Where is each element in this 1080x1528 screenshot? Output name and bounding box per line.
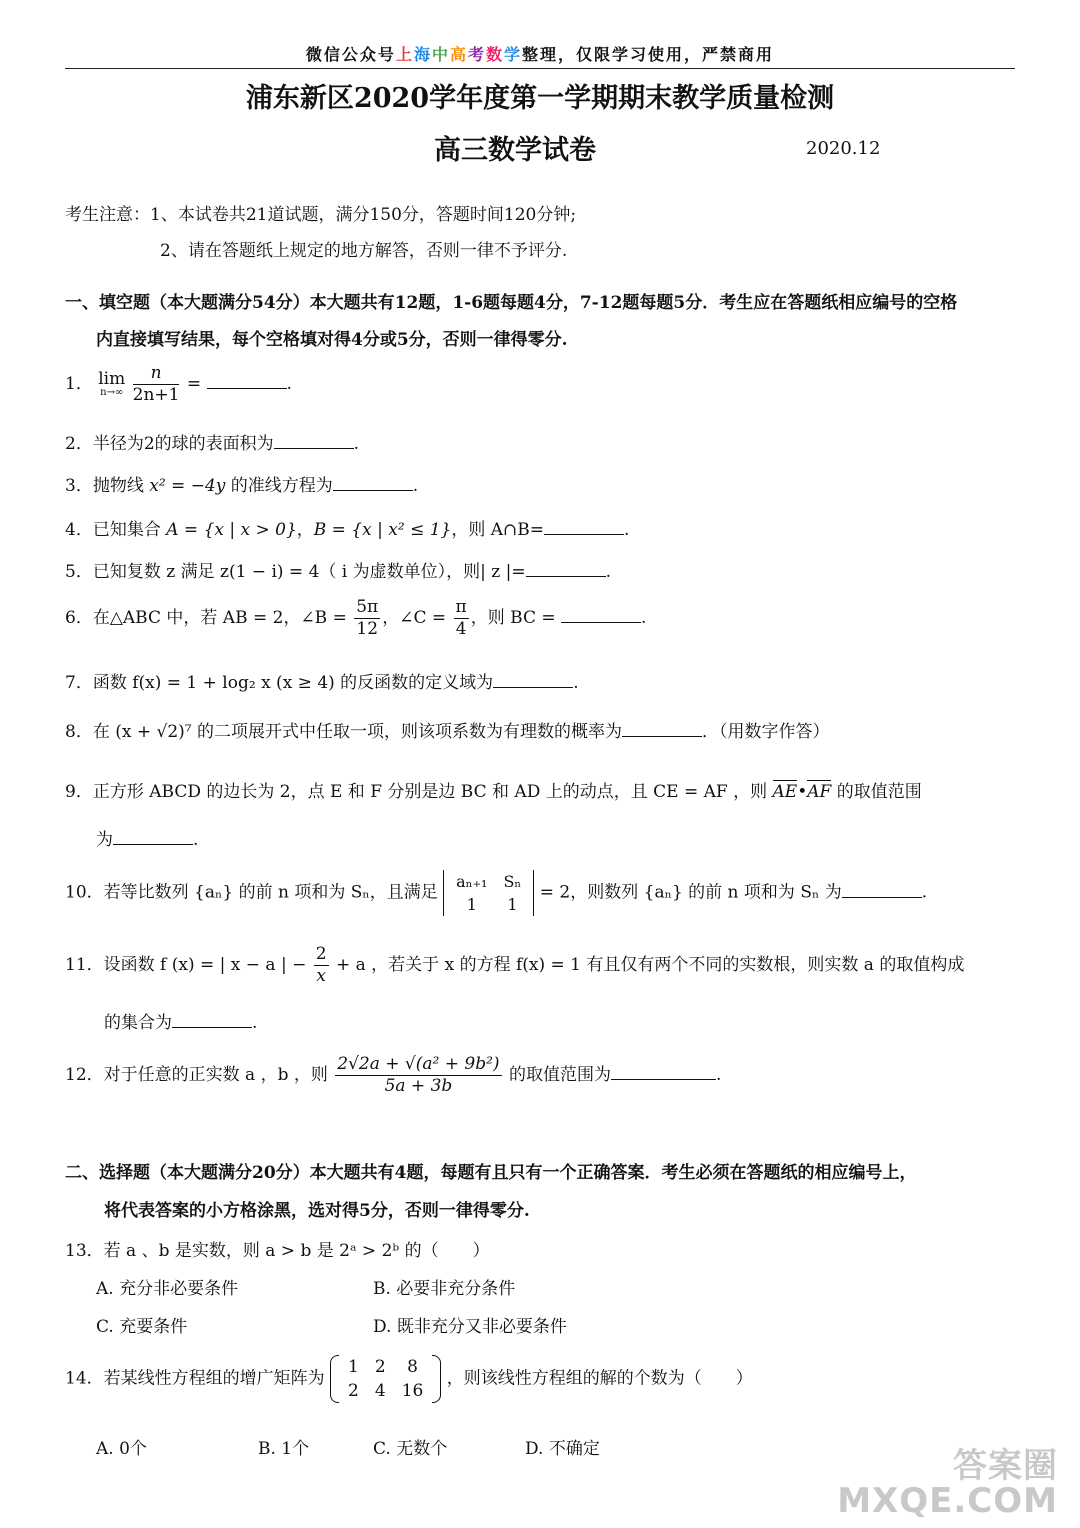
question-number: 1．: [65, 373, 93, 394]
separator: ，: [296, 520, 314, 540]
question-number: 5．: [65, 562, 93, 582]
top-note-char: 中: [431, 45, 450, 64]
denominator: x: [316, 965, 326, 986]
det-cell: 1: [507, 895, 518, 914]
header-rule: [65, 68, 1015, 69]
top-note-char: 考: [468, 45, 487, 64]
question-number: 12．: [65, 1064, 104, 1085]
dot-operator: •: [797, 782, 808, 802]
option-d[interactable]: D. 不确定: [525, 1439, 600, 1459]
top-note-suffix: 整理，仅限学习使用，严禁商用: [522, 45, 775, 64]
top-note-char: 高: [449, 45, 468, 64]
matrix-cell: 8: [407, 1357, 418, 1377]
section2-heading: 二、选择题（本大题满分20分）本大题共有4题，每题有且只有一个正确答案．考生必须在答题纸的相应编号上，: [65, 1163, 917, 1183]
answer-blank[interactable]: [333, 476, 413, 491]
question-number: 8．: [65, 722, 93, 742]
section1-heading: 一、填空题（本大题满分54分）本大题共有12题，1-6题每题4分，7-12题每题5分．考生应在答题纸相应编号的空格: [65, 293, 958, 313]
numerator: n: [133, 364, 180, 385]
question-1: 1． lim n→∞ $\frac{n}{2n+1}$ = .: [65, 363, 292, 405]
question-12: 12．对于任意的正实数 a ，b ，则 $\frac{\text{2√2a + √(a² + 9b²)}}{5a + 3b}$ 的取值范围为 .: [65, 1054, 722, 1096]
matrix-cell: 2: [374, 1357, 386, 1377]
notice-line-1: [65, 200, 576, 225]
fraction: [314, 945, 329, 986]
question-6: 6．在△ABC 中，若 AB = 2，∠B = $\frac{5\pi}{12}$ ，∠C = $\frac{\pi}{4}$ ，则 BC = .: [65, 597, 647, 639]
question-text: 半径为2的球的表面积为: [92, 434, 274, 454]
question-text: 已知复数 z 满足 z(1 − i) = 4（ i 为虚数单位），则| z |=: [92, 562, 526, 582]
top-note-char: 上: [395, 45, 414, 64]
answer-blank[interactable]: [622, 722, 702, 737]
option-c[interactable]: C. 无数个: [373, 1439, 448, 1459]
question-text: 的集合为: [104, 1013, 172, 1033]
top-note-char: 学: [504, 45, 523, 64]
question-tail: + a ，若关于 x 的方程 f(x) = 1 有且仅有两个不同的实数根，则实数 a 的取值构成: [335, 954, 965, 975]
det-cell: 1: [466, 895, 477, 914]
numerator: π: [455, 597, 467, 617]
limit-sub: n→∞: [100, 386, 124, 398]
top-note-char: 海: [413, 45, 432, 64]
question-number: 11．: [65, 954, 104, 975]
numerator: 5π: [356, 597, 379, 617]
question-tail: 的取值范围: [836, 782, 922, 802]
option-a[interactable]: A. 充分非必要条件: [96, 1279, 239, 1299]
math-expression: B = {x | x² ≤ 1}: [313, 520, 452, 540]
math-expression: A = {x | x > 0}: [166, 520, 297, 540]
limit-expression: [98, 368, 126, 398]
denominator: 2n+1: [132, 384, 180, 405]
question-tail: ，则该线性方程组的解的个数为（ ）: [446, 1368, 753, 1389]
vector-af: AF: [807, 782, 832, 802]
page-subtitle: 高三数学试卷: [434, 135, 596, 166]
answer-blank[interactable]: [842, 883, 922, 898]
top-note-char: 数: [486, 45, 505, 64]
fraction: [354, 598, 380, 639]
matrix-cell: 1: [348, 1357, 359, 1377]
question-text: 设函数 f (x) = | x − a | −: [103, 954, 307, 975]
question-tail: 的取值范围为: [508, 1064, 611, 1085]
question-tail: = 2，则数列 {aₙ} 的前 n 项和为 Sₙ 为: [539, 882, 842, 903]
option-a[interactable]: A. 0个: [96, 1439, 147, 1459]
answer-blank[interactable]: [526, 562, 606, 577]
question-text: 为: [96, 830, 113, 850]
notice-text-1: 1、本试卷共21道试题，满分150分，答题时间120分钟;: [150, 205, 577, 225]
watermark-logo: 答案圈: [953, 1445, 1058, 1486]
question-text: 对于任意的正实数 a ，b ，则: [103, 1064, 328, 1085]
answer-blank[interactable]: [544, 520, 624, 535]
question-number: 10．: [65, 882, 104, 903]
question-tail: ．（用数字作答）: [702, 722, 830, 742]
matrix-cell: 4: [374, 1381, 386, 1401]
question-tail: ，则 A∩B=: [451, 520, 545, 540]
question-13: 13．若 a 、b 是实数，则 a > b 是 2ᵃ > 2ᵇ 的（ ）: [65, 1241, 490, 1261]
matrix-cell: 2: [348, 1381, 359, 1401]
answer-blank[interactable]: [207, 374, 287, 389]
question-number: 6．: [65, 607, 93, 628]
watermark: [837, 1445, 1058, 1522]
question-text: 若等比数列 {aₙ} 的前 n 项和为 Sₙ，且满足: [103, 882, 438, 903]
matrix-cell: 16: [401, 1381, 424, 1401]
option-b[interactable]: B. 1个: [258, 1439, 310, 1459]
notice-label: 考生注意：: [65, 205, 150, 225]
augmented-matrix: [330, 1355, 441, 1403]
question-9: [65, 777, 922, 802]
question-11-line-2: 的集合为 .: [104, 1013, 258, 1033]
question-text: 抛物线: [92, 476, 144, 496]
page-title: 浦东新区2020学年度第一学期期末教学质量检测: [245, 83, 835, 114]
section1-heading-2: 内直接填写结果，每个空格填对得4分或5分，否则一律得零分.: [96, 330, 568, 350]
question-8: [65, 717, 830, 742]
vector-ae: AE: [772, 782, 798, 802]
fraction: [454, 598, 469, 639]
numerator: 2: [315, 944, 327, 964]
matrix-left-bracket: [330, 1355, 339, 1403]
answer-blank[interactable]: [561, 608, 641, 623]
question-10: 10．若等比数列 {aₙ} 的前 n 项和为 Sₙ，且满足 aₙ₊₁ Sₙ 1 1 = 2，则数列 {aₙ} 的前 n 项和为 Sₙ 为 .: [65, 872, 928, 914]
question-5: 5．已知复数 z 满足 z(1 − i) = 4（ i 为虚数单位），则| z |= .: [65, 562, 612, 582]
matrix-right-bracket: [432, 1355, 441, 1403]
question-text: 已知集合: [92, 520, 161, 540]
question-9-line-2: 为 .: [96, 830, 199, 850]
question-tail: 的准线方程为: [230, 476, 333, 496]
question-mid: ，∠C =: [382, 607, 447, 628]
watermark-url: MXQE.COM: [837, 1481, 1058, 1522]
question-14: [65, 1355, 753, 1403]
answer-blank[interactable]: [493, 673, 573, 688]
fraction: [335, 1055, 501, 1096]
det-cell: aₙ₊₁: [456, 872, 488, 891]
question-7: 7．函数 f(x) = 1 + log₂ x (x ≥ 4) 的反函数的定义域为 .: [65, 673, 579, 693]
question-number: 4．: [65, 520, 93, 540]
notice-line-2: 2、请在答题纸上规定的地方解答，否则一律不予评分.: [160, 241, 568, 261]
top-note: [0, 42, 1080, 65]
question-4: 4．已知集合 A = {x | x > 0}，B = {x | x² ≤ 1}，则 A∩B= .: [65, 520, 630, 540]
question-text: 函数 f(x) = 1 + log₂ x (x ≥ 4) 的反函数的定义域为: [92, 673, 494, 693]
question-number: 3．: [65, 476, 93, 496]
question-text: 14．若某线性方程组的增广矩阵为: [65, 1368, 325, 1389]
answer-blank[interactable]: [113, 830, 193, 845]
question-text: 在 (x + √2)⁷ 的二项展开式中任取一项，则该项系数为有理数的概率为: [92, 722, 623, 742]
question-text: 在△ABC 中，若 AB = 2，∠B =: [92, 607, 347, 628]
question-3: 3．抛物线 x² = −4y 的准线方程为 .: [65, 476, 419, 496]
answer-blank[interactable]: [172, 1013, 252, 1028]
question-number: 2．: [65, 434, 93, 454]
top-note-prefix: 微信公众号: [305, 45, 396, 64]
section2-heading-2: 将代表答案的小方格涂黑，选对得5分，否则一律得零分.: [104, 1201, 530, 1221]
question-tail: ，则 BC =: [470, 607, 556, 628]
math-expression: x² = −4y: [149, 476, 226, 496]
denominator: 4: [455, 618, 467, 639]
numerator: 2√2a + √(a² + 9b²): [337, 1054, 500, 1074]
denominator: 12: [356, 618, 379, 639]
question-11: [65, 945, 964, 986]
question-number: 7．: [65, 673, 93, 693]
answer-blank[interactable]: [274, 434, 354, 449]
equals: =: [186, 373, 202, 394]
fraction: [133, 364, 180, 405]
question-2: 2．半径为2的球的表面积为 .: [65, 434, 360, 454]
exam-date: 2020.12: [806, 138, 881, 159]
answer-blank[interactable]: [611, 1065, 716, 1080]
question-text: 正方形 ABCD 的边长为 2，点 E 和 F 分别是边 BC 和 AD 上的动点，且 CE = AF ，则: [92, 782, 768, 802]
question-number: 9．: [65, 782, 93, 802]
det-cell: Sₙ: [503, 872, 522, 891]
determinant: [443, 870, 534, 916]
option-b[interactable]: B. 必要非充分条件: [373, 1279, 516, 1299]
limit-op: lim: [98, 368, 126, 389]
denominator: 5a + 3b: [384, 1075, 453, 1096]
option-d[interactable]: D. 既非充分又非必要条件: [373, 1317, 567, 1337]
option-c[interactable]: C. 充要条件: [96, 1317, 188, 1337]
